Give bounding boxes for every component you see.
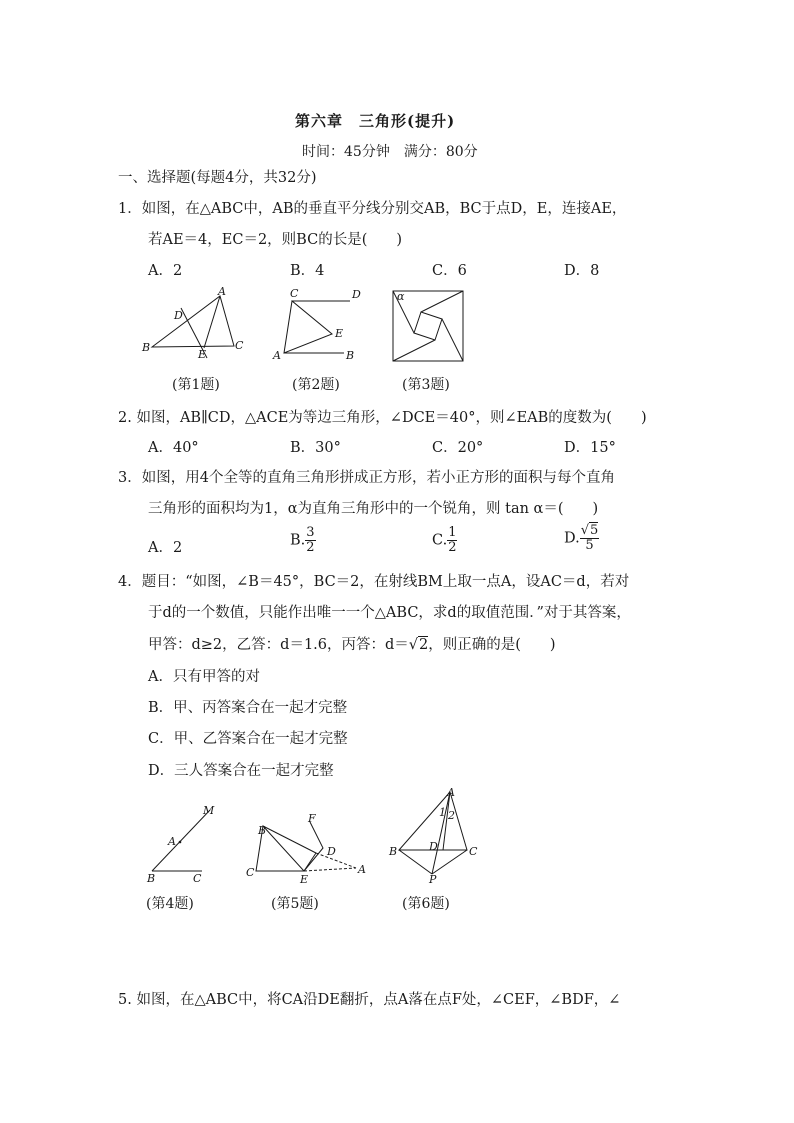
fig2-label-c: C	[290, 287, 299, 300]
figure-caption-q1: (第1题)	[172, 377, 220, 393]
q3-option-b-fraction	[305, 526, 315, 555]
q2-text-line1: 2. 如图，AB∥CD，△ACE为等边三角形，∠DCE＝40°，则∠EAB的度数为( )	[118, 410, 647, 426]
q2-option-d: D．15°	[564, 440, 616, 456]
figure-caption-q2: (第2题)	[292, 377, 340, 393]
q4-option-a: A．只有甲答的对	[148, 669, 260, 685]
q4-option-d: D．三人答案合在一起才完整	[148, 763, 334, 779]
q1-option-b: B．4	[290, 263, 325, 279]
figure-2-parallel	[268, 286, 368, 364]
fig4-label-c: C	[193, 872, 202, 885]
figure-caption-q6: (第6题)	[402, 896, 450, 912]
figure-caption-q5: (第5题)	[271, 896, 319, 912]
figure-4-angle	[140, 798, 230, 886]
q1-option-a: A．2	[148, 263, 183, 279]
fig1-label-e: E	[198, 348, 207, 361]
q3-option-c-prefix: C.	[432, 532, 448, 549]
fig4-label-a: A	[168, 835, 176, 848]
q3-option-d-numerator: √5	[580, 523, 599, 538]
page-title: 第六章 三角形(提升)	[295, 112, 456, 130]
fig6-label-1: 1	[439, 806, 446, 819]
q4-option-c: C．甲、乙答案合在一起才完整	[148, 731, 348, 747]
fig2-label-d: D	[352, 288, 361, 301]
fig6-label-c: C	[469, 845, 478, 858]
figure-1-triangle	[140, 286, 250, 364]
q3-option-d-denominator: 5	[585, 538, 594, 553]
q1-text-line1: 1．如图，在△ABC中，AB的垂直平分线分别交AB，BC于点D，E，连接AE，	[118, 201, 627, 217]
q3-option-b	[290, 526, 316, 555]
fig1-label-c: C	[235, 339, 244, 352]
fig5-label-f: F	[308, 812, 316, 825]
q3-text-line1: 3．如图，用4个全等的直角三角形拼成正方形，若小正方形的面积与每个直角	[118, 470, 615, 486]
figure-6-triangle	[385, 784, 481, 888]
fig6-label-b: B	[389, 845, 398, 858]
figure-3-square	[388, 286, 468, 366]
q2-option-c: C．20°	[432, 440, 484, 456]
q1-option-c: C．6	[432, 263, 467, 279]
q3-option-b-prefix: B.	[290, 532, 306, 549]
q3-option-b-denominator: 2	[306, 540, 315, 555]
page-subtitle: 时间：45分钟 满分：80分	[302, 144, 478, 160]
q3-option-c-denominator: 2	[448, 540, 457, 555]
q3-option-c-numerator: 1	[448, 525, 457, 540]
q2-option-b: B．30°	[290, 440, 341, 456]
fig4-label-b: B	[147, 872, 156, 885]
fig6-label-a: A	[447, 786, 455, 799]
q4-line3-part-a: 甲答：d≥2，乙答：d＝1.6，丙答：d＝	[148, 637, 409, 653]
fig3-label-alpha: α	[397, 290, 405, 303]
q4-text-line1: 4．题目：“如图，∠B＝45°，BC＝2，在射线BM上取一点A，设AC＝d，若对	[118, 574, 630, 590]
q4-line3-part-b: ，则正确的是( )	[428, 637, 556, 653]
fig2-label-e: E	[335, 327, 344, 340]
fig1-label-b: B	[142, 341, 151, 354]
q1-text-line2: 若AE＝4，EC＝2，则BC的长是( )	[148, 232, 403, 248]
q3-option-c	[432, 526, 457, 555]
q3-option-d-fraction	[580, 524, 600, 553]
figure-caption-q4: (第4题)	[146, 896, 194, 912]
q3-option-c-fraction	[447, 526, 457, 555]
fig5-label-d: D	[327, 845, 336, 858]
fig2-label-b: B	[346, 349, 355, 362]
q3-option-d-radicand: 5	[590, 523, 599, 538]
q1-option-d: D．8	[564, 263, 600, 279]
fig4-label-m: M	[203, 804, 215, 817]
fig1-label-a: A	[218, 286, 226, 298]
q3-text-line2: 三角形的面积均为1，α为直角三角形中的一个锐角，则 tan α＝( )	[148, 501, 599, 517]
q3-option-b-numerator: 3	[306, 525, 315, 540]
fig5-label-e: E	[300, 873, 309, 886]
q2-option-a: A．40°	[148, 440, 199, 456]
q3-option-d-prefix: D.	[564, 530, 580, 547]
figure-caption-q3: (第3题)	[402, 377, 450, 393]
fig1-label-d: D	[174, 309, 183, 322]
fig2-label-a: A	[273, 349, 281, 362]
fig6-label-d: D	[429, 840, 438, 853]
q4-line3-sqrt: 2	[419, 637, 429, 653]
q5-text-line1: 5. 如图，在△ABC中，将CA沿DE翻折，点A落在点F处，∠CEF，∠BDF，∠	[118, 992, 621, 1008]
fig6-label-2: 2	[448, 809, 455, 822]
q4-option-b: B．甲、丙答案合在一起才完整	[148, 700, 348, 716]
fig6-label-p: P	[429, 873, 437, 886]
fig5-label-a: A	[358, 863, 366, 876]
fig5-label-b: B	[258, 824, 267, 837]
section-heading: 一、选择题(每题4分，共32分)	[118, 170, 317, 186]
q4-text-line3: 甲答：d≥2，乙答：d＝1.6，丙答：d＝√2，则正确的是( )	[148, 637, 556, 653]
figure-5-fold	[244, 808, 370, 886]
q3-option-a: A．2	[148, 540, 183, 556]
fig5-label-c: C	[246, 866, 255, 879]
q4-text-line2: 于d的一个数值，只能作出唯一一个△ABC，求d的取值范围．”对于其答案，	[148, 605, 631, 621]
q3-option-d	[564, 524, 599, 553]
